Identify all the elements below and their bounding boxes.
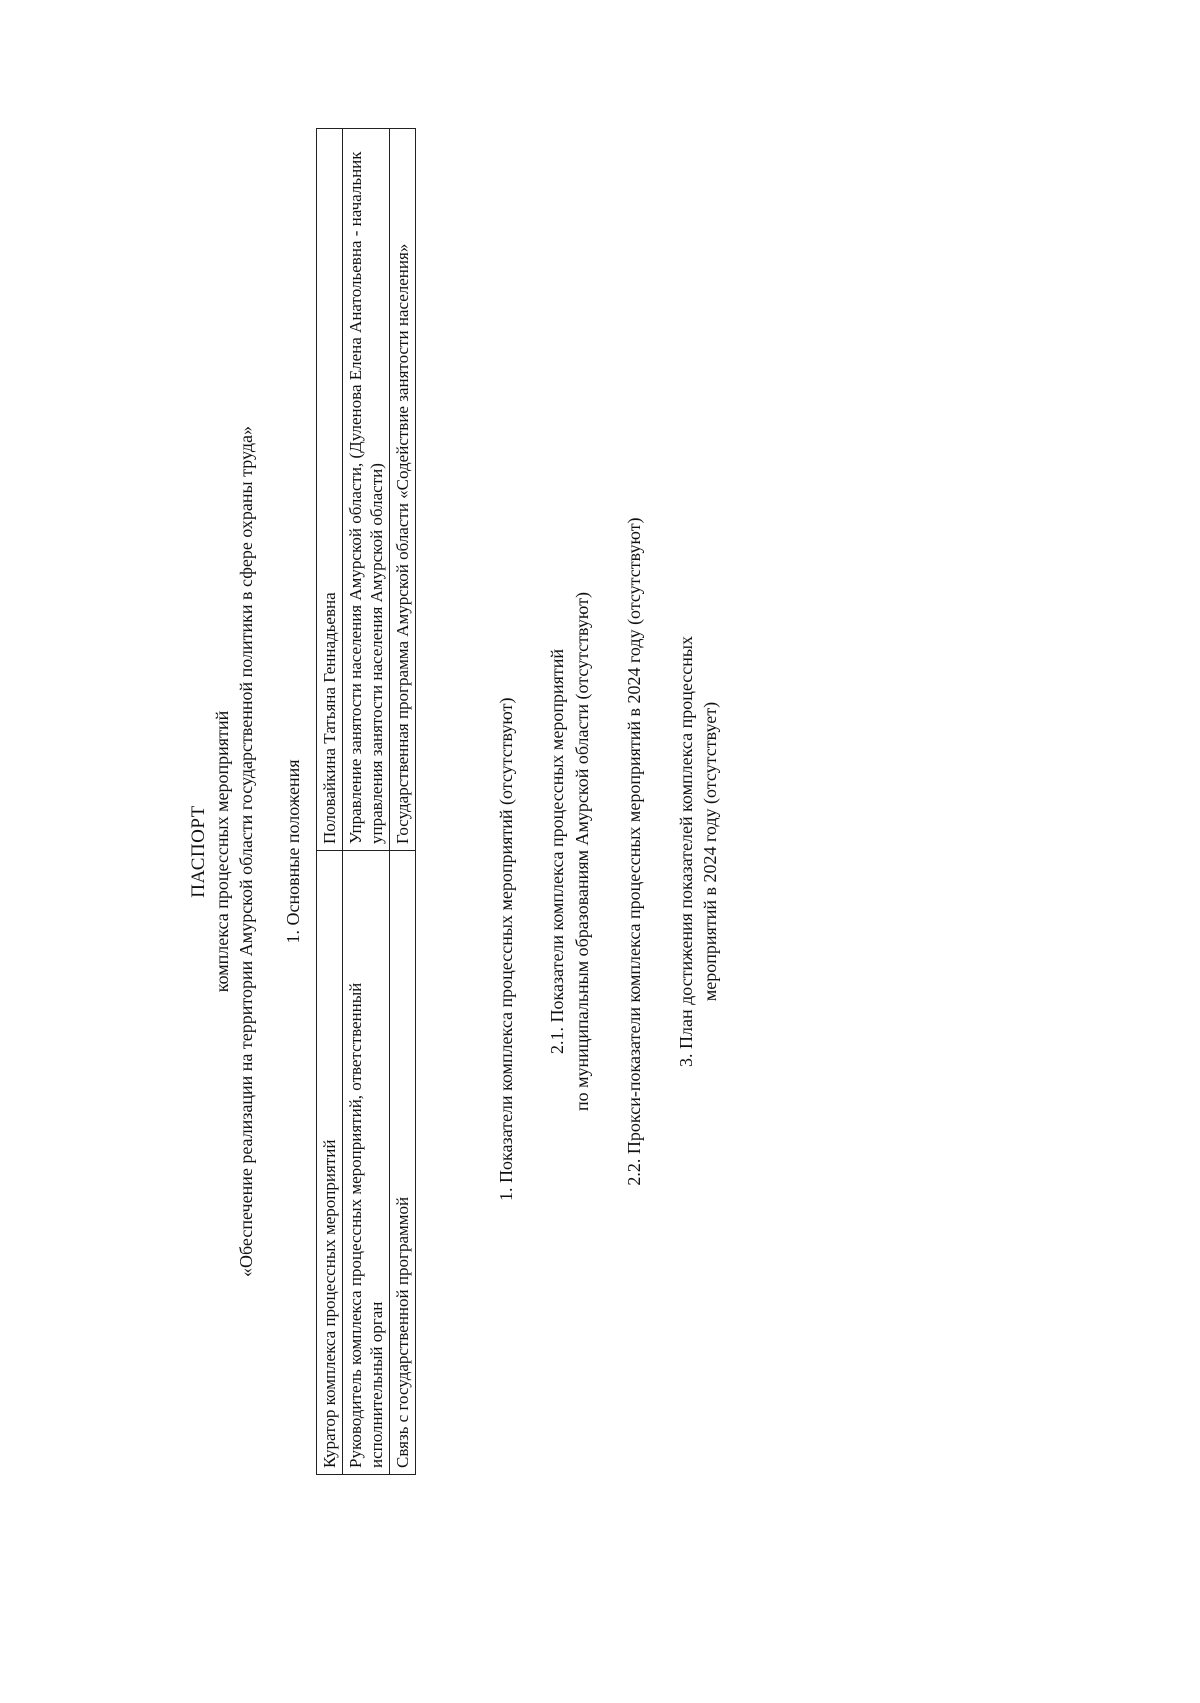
document-subtitle-line2: «Обеспечение реализации на территории Амурской области государственной политики в сфере охраны труда» [236,426,256,1277]
passport-table [316,128,416,1475]
table-cell-value: Управление занятости населения Амурской области, (Дуленова Елена Анатольевна - начальник управления занятости населения Амурской области) [343,129,390,851]
table-cell-value: Государственная программа Амурской области «Содействие занятости населения» [390,129,416,851]
section2-1-heading-line2: по муниципальным образованиям Амурской области (отсутствуют) [572,592,592,1111]
table-cell-label: Связь с государственной программой [390,851,416,1475]
document-title: ПАСПОРТ [188,805,209,898]
table-cell-label: Руководитель комплекса процессных мероприятий, ответственный исполнительный орган [343,851,390,1475]
section2-1-heading-line1: 2.1. Показатели комплекса процессных мероприятий [547,649,567,1055]
table-row [317,129,343,1475]
section2-2-heading: 2.2. Прокси-показатели комплекса процессных мероприятий в 2024 году (отсутствуют) [624,517,644,1186]
table-row [390,129,416,1475]
table-cell-value: Половайкина Татьяна Геннадьевна [317,129,343,851]
section3-heading-line2: мероприятий в 2024 году (отсутствует) [700,701,720,1002]
section3-heading-line1: 3. План достижения показателей комплекса процессных [676,636,696,1068]
section2-heading: 1. Показатели комплекса процессных мероприятий (отсутствуют) [496,697,516,1201]
document-subtitle-line1: комплекса процессных мероприятий [212,710,232,993]
section1-heading: 1. Основные положения [283,759,303,944]
table-cell-label: Куратор комплекса процессных мероприятий [317,851,343,1475]
table-row [343,129,390,1475]
